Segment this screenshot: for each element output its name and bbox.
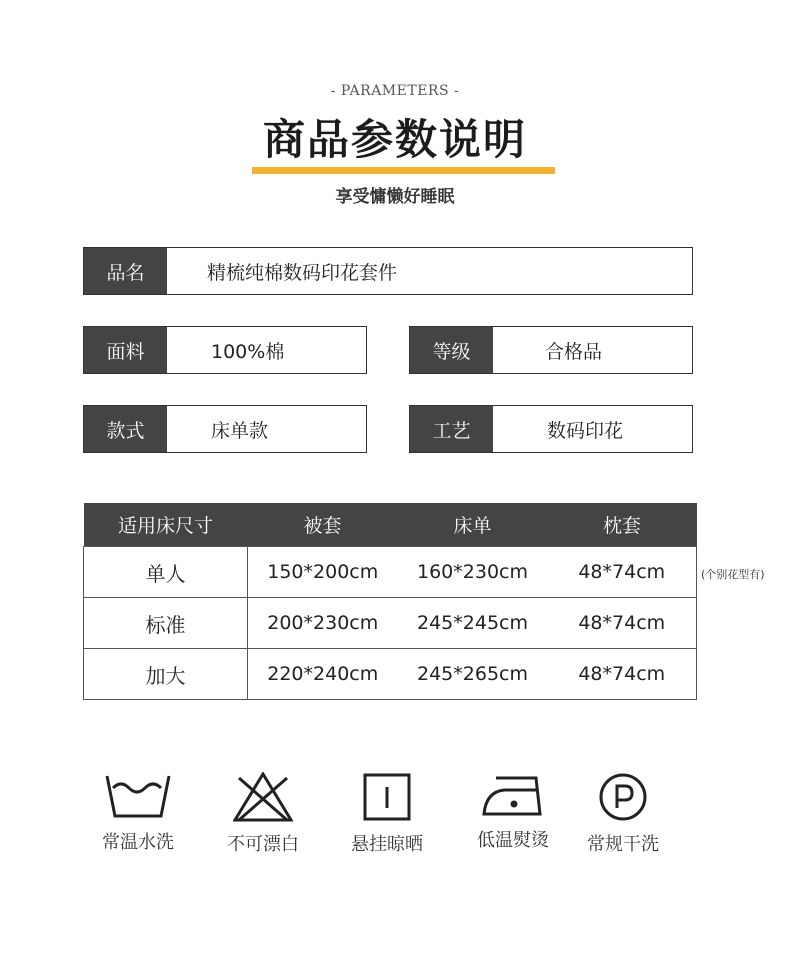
table-cell-size-name: 加大: [84, 649, 248, 700]
low-iron-icon: [482, 772, 544, 818]
param-value: 床单款: [211, 419, 269, 442]
table-cell: 200*230cm: [248, 598, 398, 649]
table-row: [84, 649, 697, 700]
care-label: 常规干洗: [587, 834, 659, 855]
param-label: 面料: [84, 327, 167, 373]
table-row: [84, 547, 697, 598]
table-header-row: [84, 503, 697, 547]
table-row: [84, 598, 697, 649]
table-cell: 150*200cm: [248, 547, 398, 598]
param-label: 品名: [84, 248, 167, 294]
param-style: [83, 405, 367, 453]
table-cell: 245*265cm: [398, 649, 548, 700]
table-cell: 160*230cm: [398, 547, 548, 598]
table-header-cell: 被套: [248, 503, 398, 547]
size-note: (个别花型有): [701, 568, 765, 581]
care-item-dry-clean: [568, 772, 678, 856]
care-label: 低温熨烫: [477, 830, 549, 851]
care-item-hang-dry: [332, 772, 442, 856]
dry-clean-p-icon: [598, 772, 648, 822]
page-title: 商品参数说明: [262, 115, 527, 164]
table-header-cell: 床单: [398, 503, 548, 547]
care-item-wash: [83, 772, 193, 854]
table-cell: 48*74cm: [548, 649, 697, 700]
param-fabric: [83, 326, 367, 374]
no-bleach-icon: [233, 772, 293, 822]
care-label: 不可漂白: [227, 834, 299, 855]
table-cell: 245*245cm: [398, 598, 548, 649]
param-value: 精梳纯棉数码印花套件: [207, 261, 398, 284]
param-label: 等级: [410, 327, 493, 373]
table-cell: 48*74cm: [548, 598, 697, 649]
param-product-name: [83, 247, 693, 295]
title-wrap: [0, 112, 790, 168]
care-item-low-iron: [458, 772, 568, 852]
table-cell-size-name: 标准: [84, 598, 248, 649]
care-label: 悬挂晾晒: [351, 834, 423, 855]
param-label: 款式: [84, 406, 167, 452]
tagline: 享受慵懒好睡眠: [335, 187, 455, 207]
param-grade: [409, 326, 693, 374]
title-underline: [252, 167, 555, 174]
table-cell-size-name: 单人: [84, 547, 248, 598]
table-header-cell: 适用床尺寸: [84, 503, 248, 547]
size-table: [83, 503, 697, 700]
wash-basin-icon: [105, 772, 171, 820]
table-header-cell: 枕套: [548, 503, 697, 547]
param-label: 工艺: [410, 406, 493, 452]
table-cell: 48*74cm: [548, 547, 697, 598]
param-craft: [409, 405, 693, 453]
hang-dry-icon: [362, 772, 412, 822]
param-value: 100%棉: [211, 340, 285, 363]
care-item-no-bleach: [208, 772, 318, 856]
param-value: 合格品: [545, 340, 603, 363]
care-label: 常温水洗: [102, 832, 174, 853]
table-cell: 220*240cm: [248, 649, 398, 700]
param-value: 数码印花: [547, 419, 624, 442]
subtitle-parameters: - PARAMETERS -: [330, 83, 460, 99]
